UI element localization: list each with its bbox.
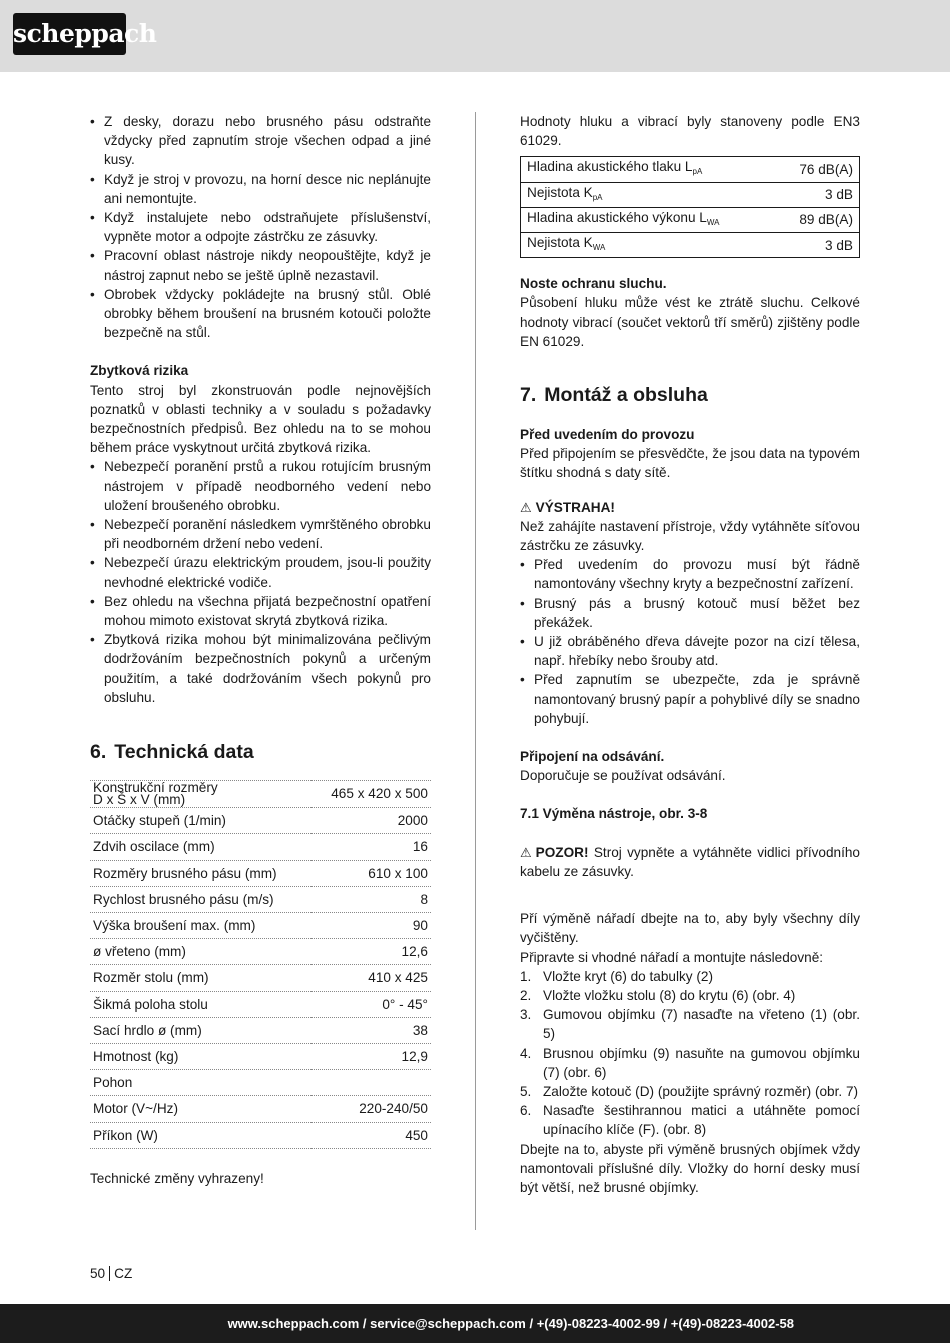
footer-band bbox=[0, 1304, 950, 1343]
list-item: • Obrobek vždycky pokládejte na brusný stůl. Oblé obrobky během broušení na brusném kotouči položte bezpečně na stůl. bbox=[90, 285, 431, 343]
closing-text: Dbejte na to, abyste při výměně brusných objímek vždy namontovali příslušné díly. Vložky do horní desky musí být větší, než brusné objímky. bbox=[520, 1141, 860, 1195]
list-item: • Pracovní oblast nástroje nikdy neopouštějte, když je nástroj zapnut nebo se ještě úplně nezastavil. bbox=[90, 246, 431, 284]
table-cell-label: Výška broušení max. (mm) bbox=[90, 912, 311, 938]
list-item: • Nebezpečí úrazu elektrickým proudem, jsou-li použity nevhodné elektrické vodiče. bbox=[90, 553, 431, 591]
table-row bbox=[90, 965, 431, 991]
table-cell-label: Otáčky stupeň (1/min) bbox=[90, 808, 311, 834]
table-row bbox=[90, 1070, 431, 1096]
table-cell-label: Sací hrdlo ø (mm) bbox=[90, 1017, 311, 1043]
table-cell-value: 2000 bbox=[311, 808, 431, 834]
list-item: 4. Brusnou objímku (9) nasuňte na gumovou objímku (7) (obr. 6) bbox=[520, 1045, 860, 1080]
table-cell-label: Hladina akustického tlaku $L_{pA}$ bbox=[521, 157, 777, 182]
table-cell-value: 76 dB(A) bbox=[777, 157, 860, 182]
table-row bbox=[90, 939, 431, 965]
table-row bbox=[521, 157, 860, 182]
table-row bbox=[90, 834, 431, 860]
subsection-7-1-title: 7.1 Výměna nástroje, obr. 3-8 bbox=[520, 806, 708, 822]
warning-triangle-icon: ⚠ bbox=[520, 499, 532, 515]
residual-risks-intro: Tento stroj byl zkonstruován podle nejnovějších poznatků v oblasti techniky a v souladu s požadavky bezpečnostních předpisů. Bez ohledu na to se mohou během práce vyskytnout určitá zbytková rizika. bbox=[90, 382, 431, 456]
list-item: • Když instalujete nebo odstraňujete příslušenství, vypněte motor a odpojte zástrčku ze zásuvky. bbox=[90, 208, 431, 246]
before-operation-heading: Před uvedením do provozu bbox=[520, 427, 695, 443]
table-cell-label: Zdvih oscilace (mm) bbox=[90, 834, 311, 860]
table-cell-label: Nejistota $K_{WA}$ bbox=[521, 233, 777, 258]
extraction-text: Doporučuje se používat odsávání. bbox=[520, 768, 726, 784]
assembly-steps-list bbox=[520, 967, 860, 1140]
table-row bbox=[521, 233, 860, 258]
table-cell-value: 450 bbox=[311, 1122, 431, 1148]
list-item: • Před uvedením do provozu musí být řádně namontovány všechny kryty a bezpečnostní zařízení. bbox=[520, 555, 860, 593]
list-item: 2. Vložte vložku stolu (8) do krytu (6) (obr. 4) bbox=[520, 987, 796, 1003]
page-number: 50 CZ bbox=[90, 1266, 133, 1281]
right-column bbox=[520, 112, 860, 1197]
table-cell-value: 8 bbox=[311, 886, 431, 912]
table-cell-label: Rozměry brusného pásu (mm) bbox=[90, 860, 311, 886]
table-cell-label: Pohon bbox=[90, 1070, 311, 1096]
column-divider bbox=[475, 112, 476, 1230]
list-item: • Zbytková rizika mohou být minimalizována pečlivým dodržováním bezpečnostních pokynů a určeným použitím, a také dodržováním všech pokynů pro obsluhu. bbox=[90, 630, 431, 707]
list-item: • Bez ohledu na všechna přijatá bezpečnostní opatření mohou mimoto existovat skrytá zbytková rizika. bbox=[90, 592, 431, 630]
extraction-heading: Připojení na odsávání. bbox=[520, 749, 665, 765]
warning-bullet-list bbox=[520, 555, 860, 728]
scheppach-logo: scheppach bbox=[13, 13, 126, 55]
table-row bbox=[90, 991, 431, 1017]
table-cell-label: ø vřeteno (mm) bbox=[90, 939, 311, 965]
caution-triangle-icon: ⚠ bbox=[520, 844, 532, 860]
table-cell-value: 220-240/50 bbox=[311, 1096, 431, 1122]
tool-change-text: Pří výměně nářadí dbejte na to, aby byly všechny díly vyčištěny. bbox=[520, 911, 860, 946]
table-row bbox=[90, 1043, 431, 1069]
table-cell-value: 610 x 100 bbox=[311, 860, 431, 886]
table-row bbox=[90, 781, 431, 808]
section-number: 6. bbox=[90, 741, 107, 764]
warning-heading: ⚠ VÝSTRAHA! bbox=[520, 498, 860, 517]
residual-risks-list bbox=[90, 457, 431, 707]
table-row bbox=[90, 912, 431, 938]
table-cell-value: 90 bbox=[311, 912, 431, 938]
table-row bbox=[90, 1017, 431, 1043]
section-title-text: Technická data bbox=[114, 741, 254, 764]
list-item: • Když je stroj v provozu, na horní desce nic neplánujte ani nemontujte. bbox=[90, 170, 431, 208]
list-item: 6. Nasaďte šestihrannou matici a utáhněte pomocí upínacího klíče (F). (obr. 8) bbox=[520, 1103, 860, 1138]
table-row bbox=[90, 886, 431, 912]
caution-paragraph bbox=[520, 843, 860, 881]
noise-intro: Hodnoty hluku a vibrací byly stanoveny podle EN3 61029. bbox=[520, 114, 860, 149]
table-cell-value: 465 x 420 x 500 bbox=[311, 781, 431, 808]
table-cell-value: 12,6 bbox=[311, 939, 431, 965]
table-cell-value: 0° - 45° bbox=[311, 991, 431, 1017]
table-row bbox=[90, 808, 431, 834]
hearing-protection-heading: Noste ochranu sluchu. bbox=[520, 276, 667, 292]
table-row bbox=[90, 1122, 431, 1148]
table-cell-label: Šikmá poloha stolu bbox=[90, 991, 311, 1017]
table-cell-label: Hladina akustického výkonu $L_{WA}$ bbox=[521, 207, 777, 232]
table-cell-label: Motor (V~/Hz) bbox=[90, 1096, 311, 1122]
table-cell-value bbox=[311, 1070, 431, 1096]
prepare-text: Připravte si vhodné nářadí a montujte následovně: bbox=[520, 949, 824, 965]
table-cell-label: Rozměr stolu (mm) bbox=[90, 965, 311, 991]
table-cell-value: 3 dB bbox=[777, 182, 860, 207]
list-item: • Nebezpečí poranění následkem vymrštěného obrobku při neodborném držení nebo vedení. bbox=[90, 515, 431, 553]
list-item: • Před zapnutím se ubezpečte, zda je správně namontovaný brusný papír a pohyblivé díly se snadno pohybují. bbox=[520, 670, 860, 728]
list-item: • Brusný pás a brusný kotouč musí běžet bez překážek. bbox=[520, 594, 860, 632]
table-row bbox=[90, 1096, 431, 1122]
noise-values-table bbox=[520, 156, 860, 258]
table-cell-label: Konstrukční rozměry D x Š x V (mm) bbox=[90, 781, 311, 808]
section-6-title bbox=[90, 740, 431, 764]
left-column bbox=[90, 112, 431, 1188]
technical-data-table bbox=[90, 780, 431, 1149]
table-cell-label: Nejistota $K_{pA}$ bbox=[521, 182, 777, 207]
table-row bbox=[521, 207, 860, 232]
list-item: 1. Vložte kryt (6) do tabulky (2) bbox=[520, 968, 713, 984]
section-number: 7. bbox=[520, 384, 537, 407]
section-title-text: Montáž a obsluha bbox=[544, 384, 708, 407]
table-cell-value: 410 x 425 bbox=[311, 965, 431, 991]
residual-risks-heading: Zbytková rizika bbox=[90, 363, 189, 379]
table-cell-value: 12,9 bbox=[311, 1043, 431, 1069]
hearing-protection-text: Působení hluku může vést ke ztrátě sluchu. Celkové hodnoty vibrací (součet vektorů tří směrů) zjištěny podle EN 61029. bbox=[520, 295, 860, 349]
safety-bullet-list bbox=[90, 112, 431, 342]
list-item: 3. Gumovou objímku (7) nasaďte na vřeteno (1) (obr. 5) bbox=[520, 1007, 860, 1042]
list-item: • Z desky, dorazu nebo brusného pásu odstraňte vždycky před zapnutím stroje všechen odpad a jiné kusy. bbox=[90, 112, 431, 170]
contact-line: www.scheppach.com / service@scheppach.com / +(49)-08223-4002-99 / +(49)-08223-4002-58 bbox=[227, 1316, 794, 1331]
before-operation-text: Před připojením se přesvědčte, že jsou data na typovém štítku shodná s daty sítě. bbox=[520, 446, 860, 481]
table-row bbox=[90, 860, 431, 886]
table-row bbox=[521, 182, 860, 207]
caution-text: Stroj vypněte a vytáhněte vidlici přívodního kabelu ze zásuvky. bbox=[520, 844, 860, 879]
list-item: • Nebezpečí poranění prstů a rukou rotujícím brusným nástrojem v případě neodborného vedení nebo uložení broušeného obrobku. bbox=[90, 457, 431, 515]
table-cell-value: 3 dB bbox=[777, 233, 860, 258]
technical-changes-note: Technické změny vyhrazeny! bbox=[90, 1170, 264, 1186]
list-item: • U již obráběného dřeva dávejte pozor na cizí tělesa, např. hřebíky nebo šrouby atd. bbox=[520, 632, 860, 670]
table-cell-value: 38 bbox=[311, 1017, 431, 1043]
section-7-title bbox=[520, 383, 860, 407]
table-cell-value: 16 bbox=[311, 834, 431, 860]
table-cell-label: Rychlost brusného pásu (m/s) bbox=[90, 886, 311, 912]
list-item: 5. Založte kotouč (D) (použijte správný rozměr) (obr. 7) bbox=[520, 1083, 859, 1099]
table-cell-label: Hmotnost (kg) bbox=[90, 1043, 311, 1069]
warning-text: Než zahájíte nastavení přístroje, vždy vytáhněte síťovou zástrčku ze zásuvky. bbox=[520, 518, 860, 554]
table-cell-label: Příkon (W) bbox=[90, 1122, 311, 1148]
table-cell-value: 89 dB(A) bbox=[777, 207, 860, 232]
header-band bbox=[0, 0, 950, 72]
caution-label: POZOR! bbox=[535, 844, 589, 860]
